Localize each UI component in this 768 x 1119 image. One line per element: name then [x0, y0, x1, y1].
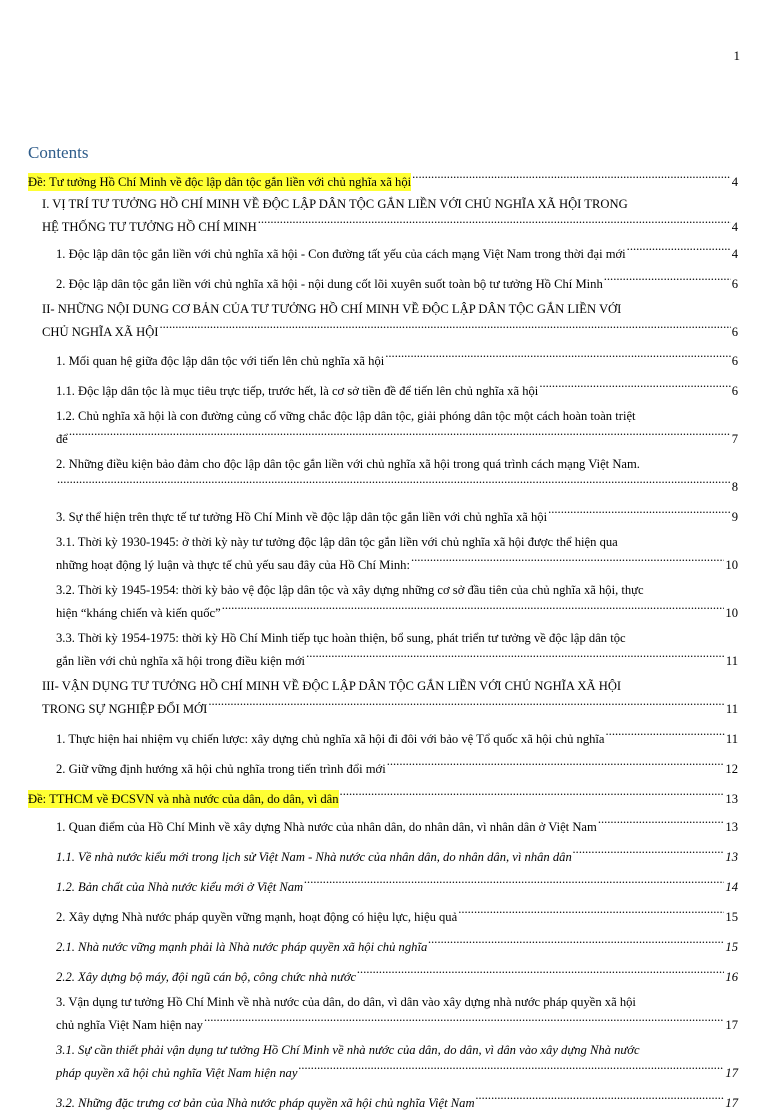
toc-page-number: 17 — [725, 1018, 738, 1032]
toc-entry-text: 3.3. Thời kỳ 1954-1975: thời kỳ Hồ Chí Minh tiếp tục hoàn thiện, bổ sung, phát triển tư tưởng về độc lập dân tộc — [56, 631, 626, 645]
toc-entry-text: 1.2. Chủ nghĩa xã hội là con đường củng cố vững chắc độc lập dân tộc, giải phóng dân tộc một cách hoàn toàn triệt — [56, 409, 636, 423]
page-number: 1 — [733, 48, 740, 63]
toc-entry-text: 1. Thực hiện hai nhiệm vụ chiến lược: xây dựng chủ nghĩa xã hội đi đôi với bảo vệ Tổ quốc xã hội chủ nghĩa — [56, 732, 605, 746]
toc-page-number: 6 — [731, 325, 738, 339]
toc-entry-text: gắn liền với chủ nghĩa xã hội trong điều kiện mới — [56, 654, 306, 668]
dot-leader — [539, 377, 730, 395]
toc-entry-text: 1. Mối quan hệ giữa độc lập dân tộc với tiến lên chủ nghĩa xã hội — [56, 354, 385, 368]
toc-entry-text: 1.1. Độc lập dân tộc là mục tiêu trực tiếp, trước hết, là cơ sở tiền đề để tiến lên chủ nghĩa xã hội — [56, 384, 539, 398]
toc-entry-text: 2. Độc lập dân tộc gắn liền với chủ nghĩa xã hội - nội dung cốt lõi xuyên suốt toàn bộ tư tưởng Hồ Chí Minh — [56, 277, 603, 291]
toc-page-number: 11 — [725, 732, 738, 746]
toc-page-number: 6 — [731, 384, 738, 398]
toc-page-number: 13 — [725, 820, 738, 834]
toc-entry-text: II- NHỮNG NỘI DUNG CƠ BẢN CỦA TƯ TƯỞNG HỒ CHÍ MINH VỀ ĐỘC LẬP DÂN TỘC GẮN LIỀN VỚI — [42, 302, 622, 316]
toc-page-number: 12 — [725, 762, 738, 776]
toc-entry-text: hiện “kháng chiến và kiến quốc” — [56, 606, 221, 620]
toc-page-number: 7 — [731, 432, 738, 446]
dot-leader — [387, 755, 725, 773]
toc-page-number: 6 — [731, 354, 738, 368]
toc-entry[interactable] — [28, 377, 738, 400]
toc-entry-text: 1.1. Về nhà nước kiểu mới trong lịch sử Việt Nam - Nhà nước của nhân dân, do nhân dân, vì nhân dân — [56, 850, 572, 864]
toc-entry-text: III- VẬN DỤNG TƯ TƯỞNG HỒ CHÍ MINH VỀ ĐỘC LẬP DÂN TỘC GẮN LIỀN VỚI CHỦ NGHĨA XÃ HỘI — [42, 679, 622, 693]
toc-entry-text: 2. Những điều kiện bảo đảm cho độc lập dân tộc gắn liền với chủ nghĩa xã hội trong quá trình cách mạng Việt Nam. — [56, 457, 640, 471]
contents-heading: Contents — [28, 143, 89, 162]
dot-leader — [204, 1011, 724, 1029]
toc-entry[interactable] — [28, 677, 738, 718]
toc-page-number: 13 — [725, 850, 738, 864]
toc-entry[interactable] — [28, 300, 738, 341]
dot-leader — [598, 813, 725, 831]
dot-leader — [340, 785, 725, 803]
dot-leader — [604, 270, 731, 288]
dot-leader — [258, 213, 731, 231]
toc-page-number: 15 — [725, 940, 738, 954]
toc-entry-text: 3.2. Thời kỳ 1945-1954: thời kỳ bảo vệ độc lập dân tộc và xây dựng những cơ sở đầu tiên của chủ nghĩa xã hội, thực — [56, 583, 644, 597]
toc-entry[interactable] — [28, 629, 738, 670]
toc-entry[interactable] — [28, 903, 738, 926]
toc-page-number: 10 — [725, 606, 738, 620]
dot-leader — [208, 695, 725, 713]
toc-entry-text: 2. Giữ vững định hướng xã hội chủ nghĩa trong tiến trình đổi mới — [56, 762, 386, 776]
dot-leader — [573, 843, 725, 861]
toc-entry-text: 3.2. Những đặc trưng cơ bản của Nhà nước pháp quyền xã hội chủ nghĩa Việt Nam — [56, 1096, 475, 1110]
toc-entry-text: chủ nghĩa Việt Nam hiện nay — [56, 1018, 203, 1032]
toc-entry-text: 3.1. Thời kỳ 1930-1945: ở thời kỳ này tư tưởng độc lập dân tộc gắn liền với chủ nghĩa xã hội được thể hiện qua — [56, 535, 618, 549]
toc-entry[interactable] — [28, 581, 738, 622]
dot-leader — [222, 599, 725, 617]
toc-entry[interactable] — [28, 785, 738, 808]
toc-entry[interactable] — [28, 270, 738, 293]
dot-leader — [606, 725, 725, 743]
toc-entry[interactable] — [28, 503, 738, 526]
toc-page-number: 11 — [725, 702, 738, 716]
toc-page-number: 11 — [725, 654, 738, 668]
toc-entry-text: CHỦ NGHĨA XÃ HỘI — [42, 325, 159, 339]
toc-entry[interactable] — [28, 347, 738, 370]
dot-leader — [69, 425, 731, 443]
toc-page-number: 14 — [725, 880, 738, 894]
dot-leader — [428, 933, 724, 951]
toc-entry-text: TRONG SỰ NGHIỆP ĐỔI MỚI — [42, 702, 208, 716]
toc-page-number: 13 — [725, 792, 738, 806]
toc-entry-text: 1. Độc lập dân tộc gắn liền với chủ nghĩa xã hội - Con đường tất yếu của cách mạng Việt Nam trong thời đại mới — [56, 247, 626, 261]
dot-leader — [476, 1089, 725, 1107]
toc-entry-text: 2. Xây dựng Nhà nước pháp quyền vững mạnh, hoạt động có hiệu lực, hiệu quả — [56, 910, 458, 924]
dot-leader — [548, 503, 731, 521]
toc-entry[interactable] — [28, 843, 738, 866]
toc-entry[interactable] — [28, 533, 738, 574]
dot-leader — [412, 168, 731, 186]
toc-page-number: 6 — [731, 277, 738, 291]
dot-leader — [458, 903, 724, 921]
dot-leader — [304, 873, 724, 891]
toc-entry-text: 3.1. Sự cần thiết phải vận dụng tư tưởng Hồ Chí Minh về nhà nước của dân, do dân, vì dân vào xây dựng Nhà nước — [56, 1043, 640, 1057]
toc-entry-text: để — [56, 432, 68, 446]
toc-entry-text: Đề: TTHCM về ĐCSVN và nhà nước của dân, do dân, vì dân — [28, 792, 339, 806]
toc-entry[interactable] — [28, 993, 738, 1034]
toc-entry[interactable] — [28, 873, 738, 896]
toc-entry-text: 3. Vận dụng tư tưởng Hồ Chí Minh về nhà nước của dân, do dân, vì dân vào xây dựng nhà nước pháp quyền xã hội — [56, 995, 636, 1009]
toc-page-number: 10 — [725, 558, 738, 572]
toc-page-number: 16 — [725, 970, 738, 984]
toc-entry[interactable] — [28, 240, 738, 263]
toc-entry[interactable] — [28, 1041, 738, 1082]
dot-leader — [298, 1059, 724, 1077]
toc-page-number: 9 — [731, 510, 738, 524]
toc-entry-text: pháp quyền xã hội chủ nghĩa Việt Nam hiện nay — [56, 1066, 298, 1080]
toc-page-number: 4 — [731, 220, 738, 234]
toc-entry-text: những hoạt động lý luận và thực tế chủ yếu sau đây của Hồ Chí Minh: — [56, 558, 410, 572]
toc-entry[interactable] — [28, 1089, 738, 1112]
toc-entry-text: 3. Sự thể hiện trên thực tế tư tưởng Hồ Chí Minh về độc lập dân tộc gắn liền với chủ nghĩa xã hội — [56, 510, 548, 524]
toc-entry-text: Đề: Tư tưởng Hồ Chí Minh về độc lập dân tộc gắn liền với chủ nghĩa xã hội — [28, 175, 412, 189]
toc-page-number: 4 — [731, 175, 738, 189]
dot-leader — [411, 551, 724, 569]
dot-leader — [306, 647, 725, 665]
toc-entry[interactable] — [28, 725, 738, 748]
toc-entry[interactable] — [28, 168, 738, 191]
dot-leader — [57, 473, 731, 491]
toc-entry-text: 2.2. Xây dựng bộ máy, đội ngũ cán bộ, công chức nhà nước — [56, 970, 357, 984]
table-of-contents — [28, 168, 738, 1119]
dot-leader — [627, 240, 731, 258]
toc-entry[interactable] — [28, 963, 738, 986]
dot-leader — [160, 318, 731, 336]
toc-page-number: 4 — [731, 247, 738, 261]
toc-entry[interactable] — [28, 933, 738, 956]
toc-entry-text: HỆ THỐNG TƯ TƯỞNG HỒ CHÍ MINH — [42, 220, 257, 234]
toc-entry[interactable] — [28, 813, 738, 836]
toc-entry[interactable] — [28, 407, 738, 448]
toc-entry-text: I. VỊ TRÍ TƯ TƯỞNG HỒ CHÍ MINH VỀ ĐỘC LẬP DÂN TỘC GẮN LIỀN VỚI CHỦ NGHĨA XÃ HỘI TRONG — [42, 197, 628, 211]
toc-page-number: 17 — [725, 1096, 738, 1110]
toc-page-number: 8 — [731, 480, 738, 494]
toc-entry[interactable] — [28, 455, 738, 496]
toc-entry[interactable] — [28, 755, 738, 778]
toc-entry-text: 1. Quan điểm của Hồ Chí Minh về xây dựng Nhà nước của nhân dân, do nhân dân, vì nhân dân ở Việt Nam — [56, 820, 597, 834]
toc-entry-text: 1.2. Bản chất của Nhà nước kiểu mới ở Việt Nam — [56, 880, 304, 894]
toc-page-number: 17 — [725, 1066, 738, 1080]
toc-page-number: 15 — [725, 910, 738, 924]
toc-entry-text: 2.1. Nhà nước vững mạnh phải là Nhà nước pháp quyền xã hội chủ nghĩa — [56, 940, 428, 954]
toc-entry[interactable] — [28, 195, 738, 236]
dot-leader — [385, 347, 730, 365]
dot-leader — [357, 963, 724, 981]
